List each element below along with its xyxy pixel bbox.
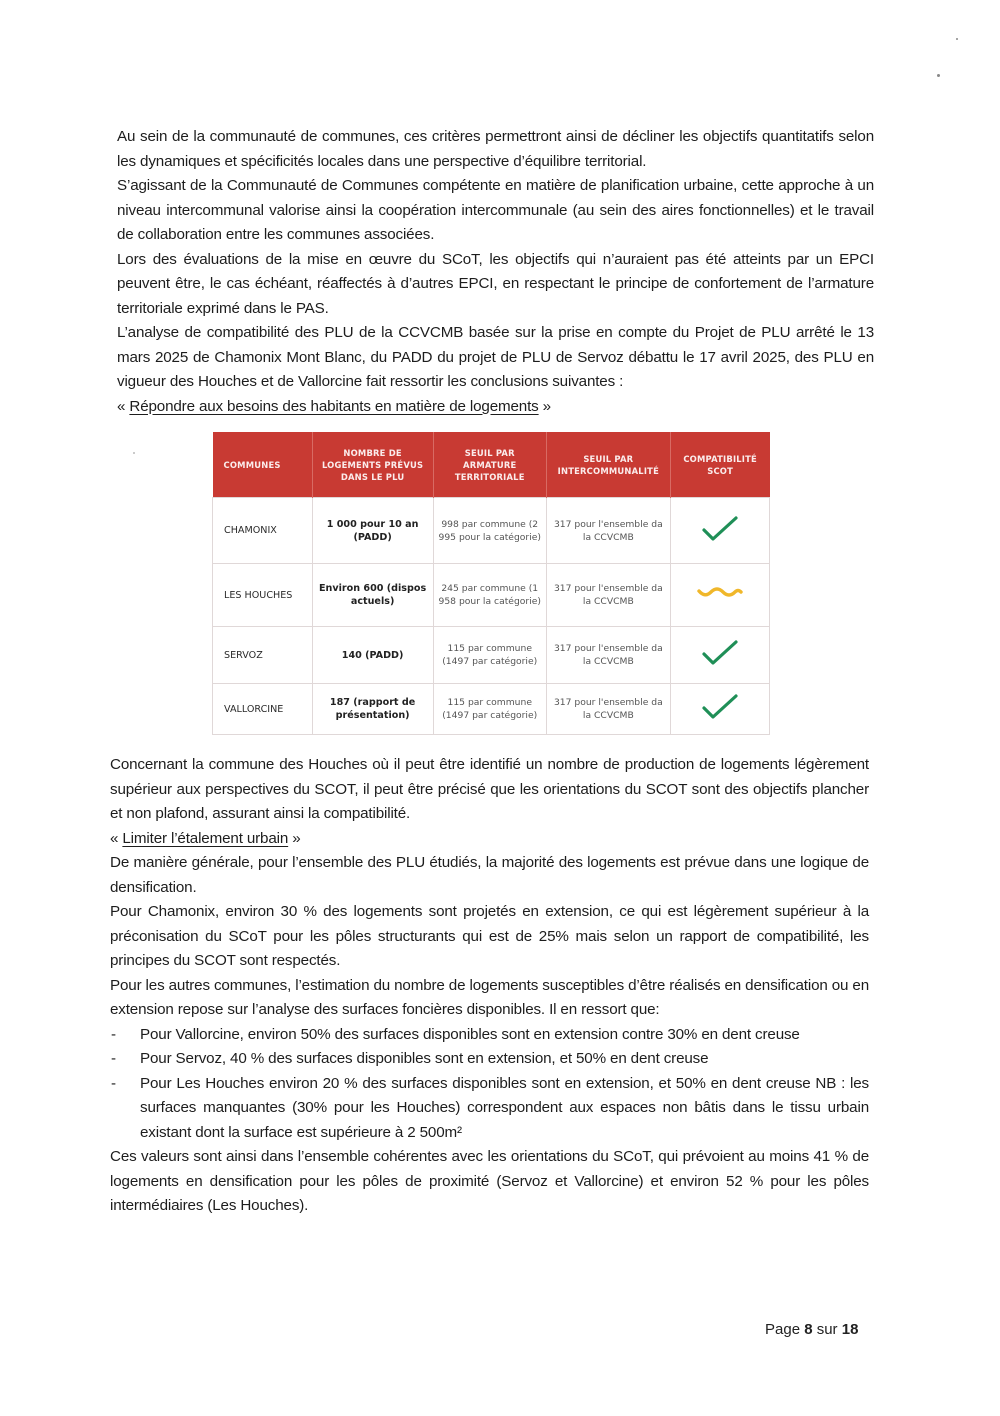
cell-logements: 1 000 pour 10 an (PADD) (312, 498, 433, 564)
paragraph-text: De manière générale, pour l’ensemble des PLU étudiés, la majorité des logements est prévue dans une logique de densification. (110, 854, 869, 896)
column-header-logements: NOMBRE DE LOGEMENTS PRÉVUS DANS LE PLU (312, 432, 433, 498)
cell-commune: LES HOUCHES (213, 564, 313, 627)
paragraph-houches (110, 753, 869, 1219)
section-heading-etalement: « Limiter l’étalement urbain » (110, 829, 301, 847)
paragraph-text: Lors des évaluations de la mise en œuvre du SCoT, les objectifs qui n’auraient pas été atteints par un EPCI peuvent être, le cas échéant, réaffectés à d’autres EPCI, en respectant le principe de confortement de l’armature territoriale exprimé dans le PAS. (117, 250, 874, 317)
cell-seuil-interco: 317 pour l'ensemble da la CCVCMB (546, 627, 670, 684)
cell-seuil-armature: 115 par commune (1497 par catégorie) (433, 627, 546, 684)
paragraph-text: Au sein de la communauté de communes, ces critères permettront ainsi de décliner les objectifs quantitatifs selon les dynamiques et spécificités locales dans une perspective d’équilibre territorial. (117, 128, 874, 170)
column-header-seuil-armature: SEUIL PAR ARMATURE TERRITORIALE (433, 432, 546, 498)
wave-icon (696, 586, 744, 604)
cell-compatibilite (670, 498, 769, 564)
cell-compatibilite (670, 627, 769, 684)
table-row (213, 684, 770, 735)
bullet-list (110, 1023, 869, 1146)
paragraph-text: Pour Chamonix, environ 30 % des logements sont projetés en extension, ce qui est légèrement supérieur à la préconisation du SCoT pour les pôles structurants qui est de 25% mais selon un rapport de compatibilité, les principes du SCOT sont respectés. (110, 903, 869, 969)
cell-compatibilite (670, 564, 769, 627)
check-icon (701, 693, 739, 725)
scan-speck (937, 74, 940, 77)
column-header-compatibilite: COMPATIBILITÉ SCOT (670, 432, 769, 498)
paragraph-criteres (117, 125, 874, 419)
cell-seuil-armature: 115 par commune (1497 par catégorie) (433, 684, 546, 735)
table-header-row (213, 432, 770, 498)
cell-compatibilite (670, 684, 769, 735)
page-number-footer: Page 8 sur 18 (765, 1321, 859, 1338)
cell-commune: VALLORCINE (213, 684, 313, 735)
table-row (213, 564, 770, 627)
cell-commune: CHAMONIX (213, 498, 313, 564)
cell-logements: Environ 600 (dispos actuels) (312, 564, 433, 627)
paragraph-text: Ces valeurs sont ainsi dans l’ensemble cohérentes avec les orientations du SCoT, qui prévoient au moins 41 % de logements en densification pour les pôles de proximité (Servoz et Vallorcine) et environ 52 % pour les pôles intermédiaires (Les Houches). (110, 1148, 869, 1214)
cell-seuil-interco: 317 pour l'ensemble da la CCVCMB (546, 684, 670, 735)
section-heading-logements: « Répondre aux besoins des habitants en matière de logements » (117, 397, 551, 415)
check-icon (701, 639, 739, 671)
cell-commune: SERVOZ (213, 627, 313, 684)
cell-logements: 140 (PADD) (312, 627, 433, 684)
list-item: - Pour Servoz, 40 % des surfaces disponibles sont en extension, et 50% en dent creuse (111, 1050, 709, 1067)
cell-seuil-armature: 245 par commune (1 958 pour la catégorie) (433, 564, 546, 627)
column-header-seuil-interco: SEUIL PAR INTERCOMMUNALITÉ (546, 432, 670, 498)
cell-seuil-armature: 998 par commune (2 995 pour la catégorie) (433, 498, 546, 564)
cell-logements: 187 (rapport de présentation) (312, 684, 433, 735)
table-row (213, 627, 770, 684)
cell-seuil-interco: 317 pour l'ensemble da la CCVCMB (546, 564, 670, 627)
paragraph-text: L’analyse de compatibilité des PLU de la CCVCMB basée sur la prise en compte du Projet de PLU arrêté le 13 mars 2025 de Chamonix Mont Blanc, du PADD du projet de PLU de Servoz débattu le 17 avril 2025, des PLU en vigueur des Houches et de Vallorcine fait ressortir les conclusions suivantes : (117, 324, 874, 390)
table-row (213, 498, 770, 564)
paragraph-text: S’agissant de la Communauté de Communes compétente en matière de planification urbaine, cette approche à un niveau intercommunal valorise ainsi la coopération intercommunale (au sein des aires fonctionnelles) et le travail de collaboration entre les communes associées. (117, 177, 874, 243)
column-header-communes: COMMUNES (213, 432, 313, 498)
check-icon (701, 515, 739, 547)
list-item: - Pour Les Houches environ 20 % des surfaces disponibles sont en extension, et 50% en dent creuse NB : les surfaces manquantes (30% pour les Houches) correspondent aux espaces non bâtis dans le tissu urbain existant dont la surface est supérieure à 2 500m² (111, 1074, 869, 1141)
scan-speck (133, 452, 135, 454)
scan-speck (956, 38, 958, 40)
paragraph-text: Pour les autres communes, l’estimation du nombre de logements susceptibles d’être réalisés en densification ou en extension repose sur l’analyse des surfaces foncières disponibles. Il en ressort que: (110, 976, 869, 1018)
paragraph-text: Concernant la commune des Houches où il peut être identifié un nombre de production de logements légèrement supérieur aux perspectives du SCOT, il peut être précisé que les orientations du SCOT sont des objectifs plancher et non plafond, assurant ainsi la compatibilité. (110, 756, 869, 822)
cell-seuil-interco: 317 pour l'ensemble da la CCVCMB (546, 498, 670, 564)
compatibility-table (212, 432, 770, 735)
list-item: - Pour Vallorcine, environ 50% des surfaces disponibles sont en extension contre 30% en dent creuse (111, 1025, 800, 1043)
